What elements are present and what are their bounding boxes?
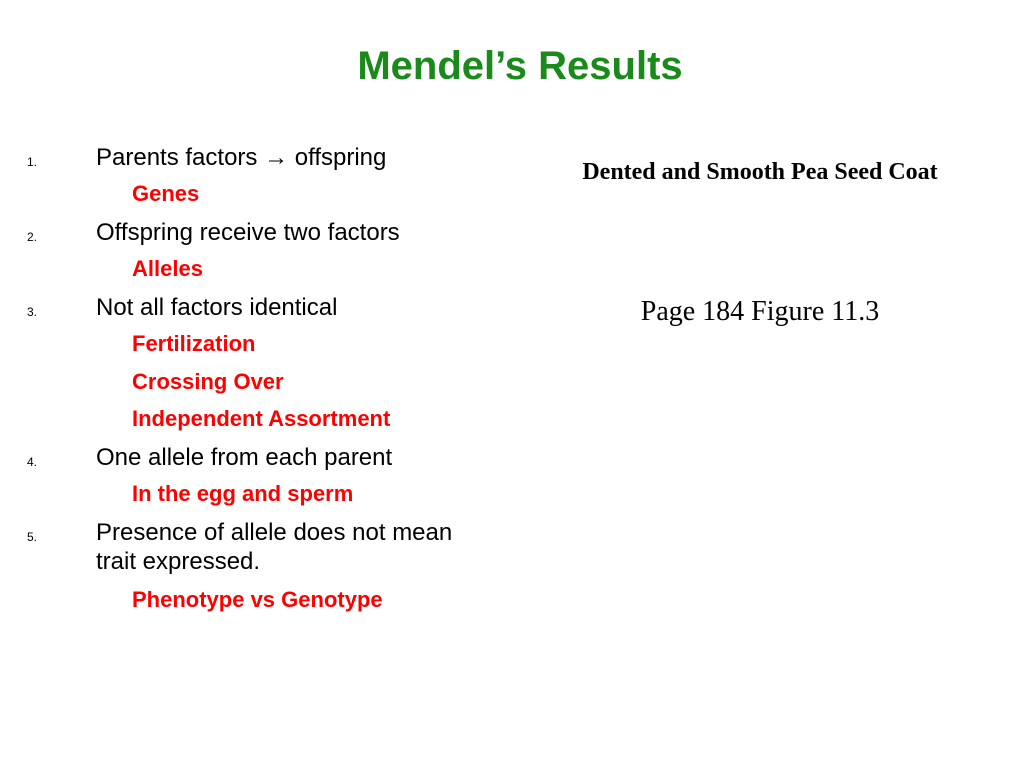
list-sub-egg-sperm: In the egg and sperm: [132, 481, 354, 506]
figure-caption: Dented and Smooth Pea Seed Coat: [582, 159, 938, 185]
list-text-1: Parents factors → offspring: [96, 144, 387, 171]
list-sub-alleles: Alleles: [132, 256, 203, 281]
list-sub-phenotype-genotype: Phenotype vs Genotype: [132, 587, 383, 612]
list-text-3: Not all factors identical: [96, 294, 338, 321]
list-number-1: 1.: [27, 155, 38, 169]
list-sub-fertilization: Fertilization: [132, 331, 256, 356]
list-sub-crossing-over: Crossing Over: [132, 369, 284, 394]
list-text-5: Presence of allele does not mean trait expressed.: [96, 519, 453, 575]
slide-title: Mendel’s Results: [357, 44, 683, 88]
list-number-3: 3.: [27, 305, 38, 319]
list-sub-independent-assortment: Independent Assortment: [132, 406, 391, 431]
list-number-5: 5.: [27, 530, 38, 544]
list-text-2: Offspring receive two factors: [96, 219, 400, 246]
list-number-2: 2.: [27, 230, 38, 244]
list-text-4: One allele from each parent: [96, 444, 393, 471]
figure-reference: Page 184 Figure 11.3: [640, 296, 880, 327]
list-sub-genes: Genes: [132, 181, 200, 206]
list-number-4: 4.: [27, 455, 38, 469]
